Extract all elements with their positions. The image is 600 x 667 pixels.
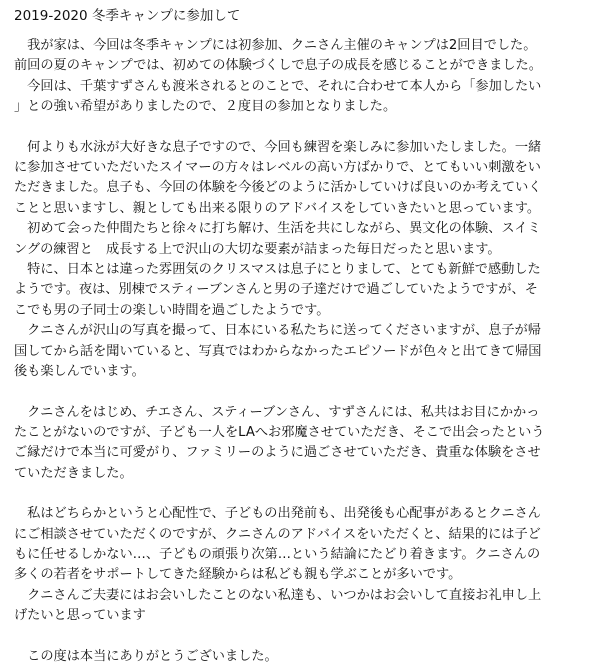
text-line: クニさんご夫妻にはお会いしたことのない私達も、いつかはお会いして直接お礼申し上 <box>14 587 542 603</box>
text-line: クニさんが沢山の写真を撮って、日本にいる私たちに送ってくださいますが、息子が帰 <box>14 323 541 339</box>
text-line: こでも男の子同士の楽しい時間を過ごしたようです。 <box>14 302 330 318</box>
text-line: にご相談させていただくのですが、クニさんのアドバイスをいただくと、結果的には子ど <box>14 526 541 542</box>
text-line: 初めて会った仲間たちと徐々に打ち解け、生活を共にしながら、異文化の体験、スイミ <box>14 221 541 237</box>
text-line: 」との強い希望がありましたので、２度目の参加となりました。 <box>14 99 397 115</box>
text-line: ご縁だけで本当に可愛がり、ファミリーのように過ごさせていただき、貴重な体験をさせ <box>14 445 541 461</box>
text-line: 私はどちらかというと心配性で、子どもの出発前も、出発後も心配事があるとクニさん <box>14 506 541 522</box>
text-line: 我が家は、今回は冬季キャンプには初参加、クニさん主催のキャンプは2回目でした。 <box>14 38 537 53</box>
paragraph-gap <box>14 383 588 403</box>
text-line: 特に、日本とは違った雰囲気のクリスマスは息子にとりまして、とても新鮮で感動した <box>14 262 541 278</box>
text-line: クニさんをはじめ、チエさん、スティーブンさん、すずさんには、私共はお目にかかっ <box>14 404 540 420</box>
text-line: もに任せるしかない…、子どもの頑張り次第…という結論にたどり着きます。クニさんの <box>14 546 541 562</box>
text-line: ていただきました。 <box>14 465 133 481</box>
text-line: ングの練習と 成長する上で沢山の大切な要素が詰まった毎日だったと思います。 <box>14 241 501 257</box>
text-line: 前回の夏のキャンプでは、初めての体験づくしで息子の成長を感じることができました。 <box>14 58 542 74</box>
text-line: この度は本当にありがとうございました。 <box>14 648 278 664</box>
paragraph-gap <box>14 484 588 504</box>
text-line: 多くの若者をサポートしてきた経験からは私ども親も学ぶことが多いです。 <box>14 567 462 583</box>
text-line: ことと思いますし、親としても出来る限りのアドバイスをしていきたいと思っています。 <box>14 200 541 216</box>
document-title: 2019-2020 冬季キャンプに参加して <box>14 8 241 24</box>
paragraph-swimming <box>14 138 588 383</box>
paragraph-advice <box>14 504 588 626</box>
paragraph-thanks-staff <box>14 403 588 485</box>
text-line: たことがないのですが、子ども一人をLAへお邪魔させていただき、そこで出会ったという <box>14 424 545 440</box>
text-line: げたいと思っています <box>14 608 146 624</box>
text-line: 国してから話を聞いていると、写真ではわからなかったエピソードが色々と出てきて帰国 <box>14 343 542 359</box>
text-line: ただきました。息子も、今回の体験を今後どのように活かしていけば良いのか考えていく <box>14 180 542 196</box>
text-line: ようです。夜は、別棟でスティーブンさんと男の子達だけで過ごしていたようですが、そ <box>14 282 538 298</box>
text-line: に参加させていただいたスイマーの方々はレベルの高い方ばかりで、とてもいい刺激をい <box>14 160 541 176</box>
letter-document <box>14 6 588 667</box>
text-line: 何よりも水泳が大好きな息子ですので、今回も練習を楽しみに参加いたしました。一緒 <box>14 139 542 155</box>
paragraph-closing <box>14 647 588 667</box>
paragraph-intro <box>14 36 588 118</box>
text-line: 今回は、千葉すずさんも渡米されるとのことで、それに合わせて本人から「参加したい <box>14 78 542 94</box>
paragraph-gap <box>14 118 588 138</box>
text-line: 後も楽しんでいます。 <box>14 364 145 380</box>
